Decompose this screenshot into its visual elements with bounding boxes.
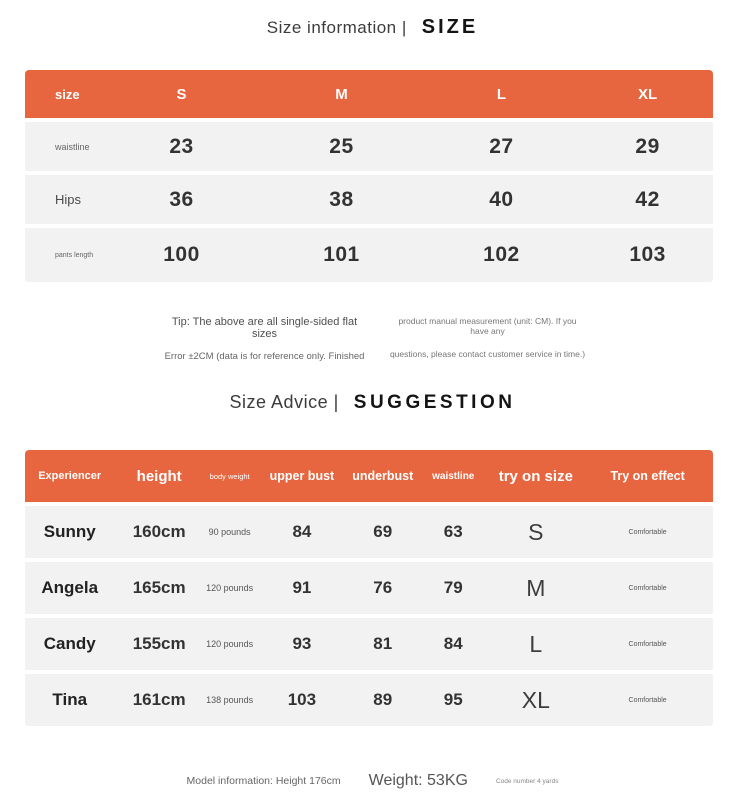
code-number-text: Code number 4 yards (495, 777, 559, 785)
tip-line-4: questions, please contact customer service in time.) (389, 349, 586, 359)
header-upper-bust: upper bust (269, 469, 335, 483)
size-advice-title-left: Size Advice | (229, 392, 339, 412)
size-info-title-left: Size information | (266, 18, 407, 37)
hips-m: 38 (329, 187, 354, 211)
experiencer-name: Candy (43, 634, 96, 653)
suggestion-row-candy (25, 618, 713, 670)
size-table-header-label: size (55, 86, 80, 102)
tip-left-column (159, 316, 371, 362)
experiencer-name: Angela (41, 578, 99, 597)
underbust-value: 89 (373, 690, 393, 709)
model-weight-text: Weight: 53KG (368, 772, 468, 789)
experiencer-weight: 138 pounds (206, 695, 254, 705)
model-info-bar (0, 772, 745, 790)
pants-length-xl: 103 (629, 243, 666, 266)
upper-bust-value: 84 (292, 522, 312, 541)
size-table-header-m: M (335, 85, 348, 103)
size-table-header-l: L (496, 85, 506, 103)
waistline-xl: 29 (635, 134, 660, 158)
size-table-row-hips (25, 175, 713, 224)
header-height: height (136, 467, 182, 485)
size-advice-title (0, 392, 745, 414)
model-info-text: Model information: Height 176cm (186, 775, 341, 787)
size-table-row-waistline (25, 122, 713, 171)
pants-length-l: 102 (483, 243, 520, 266)
upper-bust-value: 91 (292, 578, 312, 597)
header-experiencer: Experiencer (38, 470, 102, 482)
size-table-row-pants-length (25, 228, 713, 282)
try-on-effect-value: Comfortable (628, 640, 667, 648)
try-on-size-value: M (526, 574, 546, 601)
waistline-value: 84 (443, 634, 463, 653)
upper-bust-value: 103 (287, 690, 317, 709)
pants-length-m: 101 (323, 243, 360, 266)
try-on-effect-value: Comfortable (628, 696, 667, 704)
suggestion-row-angela (25, 562, 713, 614)
upper-bust-value: 93 (292, 634, 312, 653)
experiencer-height: 161cm (132, 690, 186, 709)
tip-line-3: product manual measurement (unit: CM). If you have any (398, 316, 577, 336)
waistline-value: 95 (443, 690, 463, 709)
header-waistline: waistline (432, 470, 475, 482)
waistline-value: 63 (443, 522, 463, 541)
header-try-on-size: try on size (498, 467, 573, 485)
tip-line-2: Error ±2CM (data is for reference only. Finished (164, 351, 365, 362)
try-on-size-value: S (528, 518, 544, 545)
size-info-title-right: SIZE (421, 16, 479, 38)
tip-right-column (389, 316, 587, 362)
suggestion-row-sunny (25, 506, 713, 558)
row-label-pants-length: pants length (55, 251, 94, 259)
waistline-l: 27 (489, 134, 514, 158)
underbust-value: 69 (373, 522, 393, 541)
experiencer-name: Tina (52, 690, 88, 709)
row-label-hips: Hips (55, 192, 82, 207)
header-try-on-effect: Try on effect (610, 469, 685, 483)
underbust-value: 76 (373, 578, 393, 597)
measurement-tip (0, 316, 745, 362)
experiencer-weight: 90 pounds (208, 527, 251, 537)
underbust-value: 81 (373, 634, 393, 653)
try-on-effect-value: Comfortable (628, 584, 667, 592)
size-info-title (0, 16, 745, 39)
experiencer-weight: 120 pounds (206, 639, 254, 649)
hips-l: 40 (489, 187, 514, 211)
waistline-s: 23 (169, 134, 194, 158)
size-table-header-xl: XL (638, 85, 658, 103)
size-advice-title-right: SUGGESTION (353, 392, 516, 413)
suggestion-row-tina (25, 674, 713, 726)
suggestion-table-header (25, 450, 713, 502)
tip-line-1: Tip: The above are all single-sided flat sizes (171, 316, 358, 340)
size-table-header (25, 70, 713, 118)
size-table (25, 70, 713, 282)
waistline-m: 25 (329, 134, 354, 158)
try-on-size-value: L (529, 630, 543, 657)
experiencer-height: 155cm (132, 634, 186, 653)
experiencer-height: 160cm (132, 522, 186, 541)
try-on-size-value: XL (521, 686, 550, 713)
waistline-value: 79 (443, 578, 463, 597)
experiencer-height: 165cm (132, 578, 186, 597)
row-label-waistline: waistline (55, 141, 90, 152)
pants-length-s: 100 (163, 243, 200, 266)
experiencer-name: Sunny (43, 522, 96, 541)
suggestion-table (25, 450, 713, 726)
hips-s: 36 (169, 187, 194, 211)
header-body-weight: body weight (209, 471, 250, 481)
header-underbust: underbust (352, 469, 414, 483)
size-table-header-s: S (176, 85, 187, 103)
try-on-effect-value: Comfortable (628, 528, 667, 536)
experiencer-weight: 120 pounds (206, 583, 254, 593)
hips-xl: 42 (635, 187, 660, 211)
